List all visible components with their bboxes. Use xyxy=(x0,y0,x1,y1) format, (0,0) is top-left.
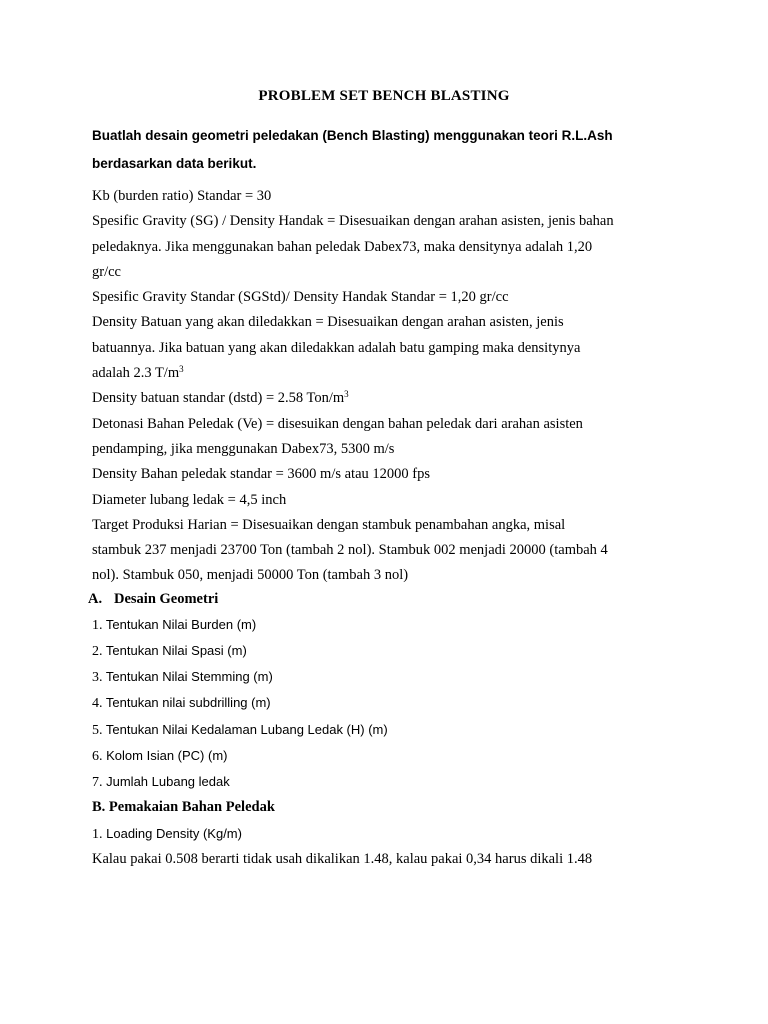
data-line: Spesific Gravity Standar (SGStd)/ Density Handak Standar = 1,20 gr/cc xyxy=(92,289,509,306)
list-item-number: 1. xyxy=(92,827,103,842)
section-a-heading xyxy=(88,591,218,608)
data-line: Detonasi Bahan Peledak (Ve) = disesuikan dengan bahan peledak dari arahan asisten xyxy=(92,415,583,432)
data-line: Target Produksi Harian = Disesuaikan dengan stambuk penambahan angka, misal xyxy=(92,516,566,533)
data-line: Diameter lubang ledak = 4,5 inch xyxy=(92,491,287,508)
list-item-text: Kolom Isian (PC) (m) xyxy=(106,748,228,763)
list-item xyxy=(92,643,247,660)
data-line: Density Batuan yang akan diledakkan = Disesuaikan dengan arahan asisten, jenis xyxy=(92,314,564,331)
data-line-with-unit xyxy=(92,386,692,411)
list-item-text: Tentukan nilai subdrilling (m) xyxy=(105,695,271,710)
list-item-text: Tentukan Nilai Spasi (m) xyxy=(105,643,247,658)
section-b-heading: B. Pemakaian Bahan Peledak xyxy=(92,799,275,815)
intro-line-2: berdasarkan data berikut. xyxy=(92,156,257,171)
data-line: peledaknya. Jika menggunakan bahan peledak Dabex73, maka densitynya adalah 1,20 xyxy=(92,238,593,255)
list-item-text: Tentukan Nilai Kedalaman Lubang Ledak (H) (m) xyxy=(105,722,388,737)
section-a-letter: A. xyxy=(88,591,103,607)
list-item xyxy=(92,748,227,765)
list-item xyxy=(92,617,256,634)
list-item-number: 7. xyxy=(92,775,103,790)
section-a-title: Desain Geometri xyxy=(114,591,219,607)
data-line: batuannya. Jika batuan yang akan diledakkan adalah batu gamping maka densitynya xyxy=(92,339,581,356)
data-line-text: adalah 2.3 T/m xyxy=(92,365,180,382)
data-line-text: Density batuan standar (dstd) = 2.58 Ton/m xyxy=(92,390,345,407)
list-item-text: Jumlah Lubang ledak xyxy=(106,774,230,789)
data-line: nol). Stambuk 050, menjadi 50000 Ton (tambah 3 nol) xyxy=(92,567,409,584)
data-line: stambuk 237 menjadi 23700 Ton (tambah 2 nol). Stambuk 002 menjadi 20000 (tambah 4 xyxy=(92,542,608,559)
data-line: Kb (burden ratio) Standar = 30 xyxy=(92,188,272,204)
superscript-exponent: 3 xyxy=(344,389,349,400)
intro-line-1: Buatlah desain geometri peledakan (Bench Blasting) menggunakan teori R.L.Ash xyxy=(92,128,613,143)
list-item xyxy=(92,826,242,843)
data-line: Density Bahan peledak standar = 3600 m/s atau 12000 fps xyxy=(92,466,430,483)
data-line: Spesific Gravity (SG) / Density Handak = Disesuaikan dengan arahan asisten, jenis bahan xyxy=(92,213,614,230)
list-item xyxy=(92,774,230,791)
data-list xyxy=(92,184,692,589)
note-text: Kalau pakai 0.508 berarti tidak usah dikalikan 1.48, kalau pakai 0,34 harus dikali 1.48 xyxy=(92,851,593,867)
list-item-number: 4. xyxy=(92,696,103,711)
list-item xyxy=(92,695,271,712)
list-item xyxy=(92,722,388,739)
list-item-number: 6. xyxy=(92,749,103,764)
superscript-exponent: 3 xyxy=(179,364,184,375)
list-item-number: 1. xyxy=(92,618,103,633)
list-item-number: 5. xyxy=(92,723,103,738)
list-item-number: 2. xyxy=(92,644,103,659)
data-line-with-unit xyxy=(92,361,692,386)
data-line: gr/cc xyxy=(92,263,121,280)
list-item xyxy=(92,669,273,686)
list-item-text: Tentukan Nilai Burden (m) xyxy=(105,617,257,632)
list-item-text: Tentukan Nilai Stemming (m) xyxy=(105,669,273,684)
list-item-number: 3. xyxy=(92,670,103,685)
list-item-text: Loading Density (Kg/m) xyxy=(106,826,242,841)
page-title: PROBLEM SET BENCH BLASTING xyxy=(258,88,510,104)
intro-paragraph xyxy=(92,122,712,178)
data-line: pendamping, jika menggunakan Dabex73, 5300 m/s xyxy=(92,440,395,457)
